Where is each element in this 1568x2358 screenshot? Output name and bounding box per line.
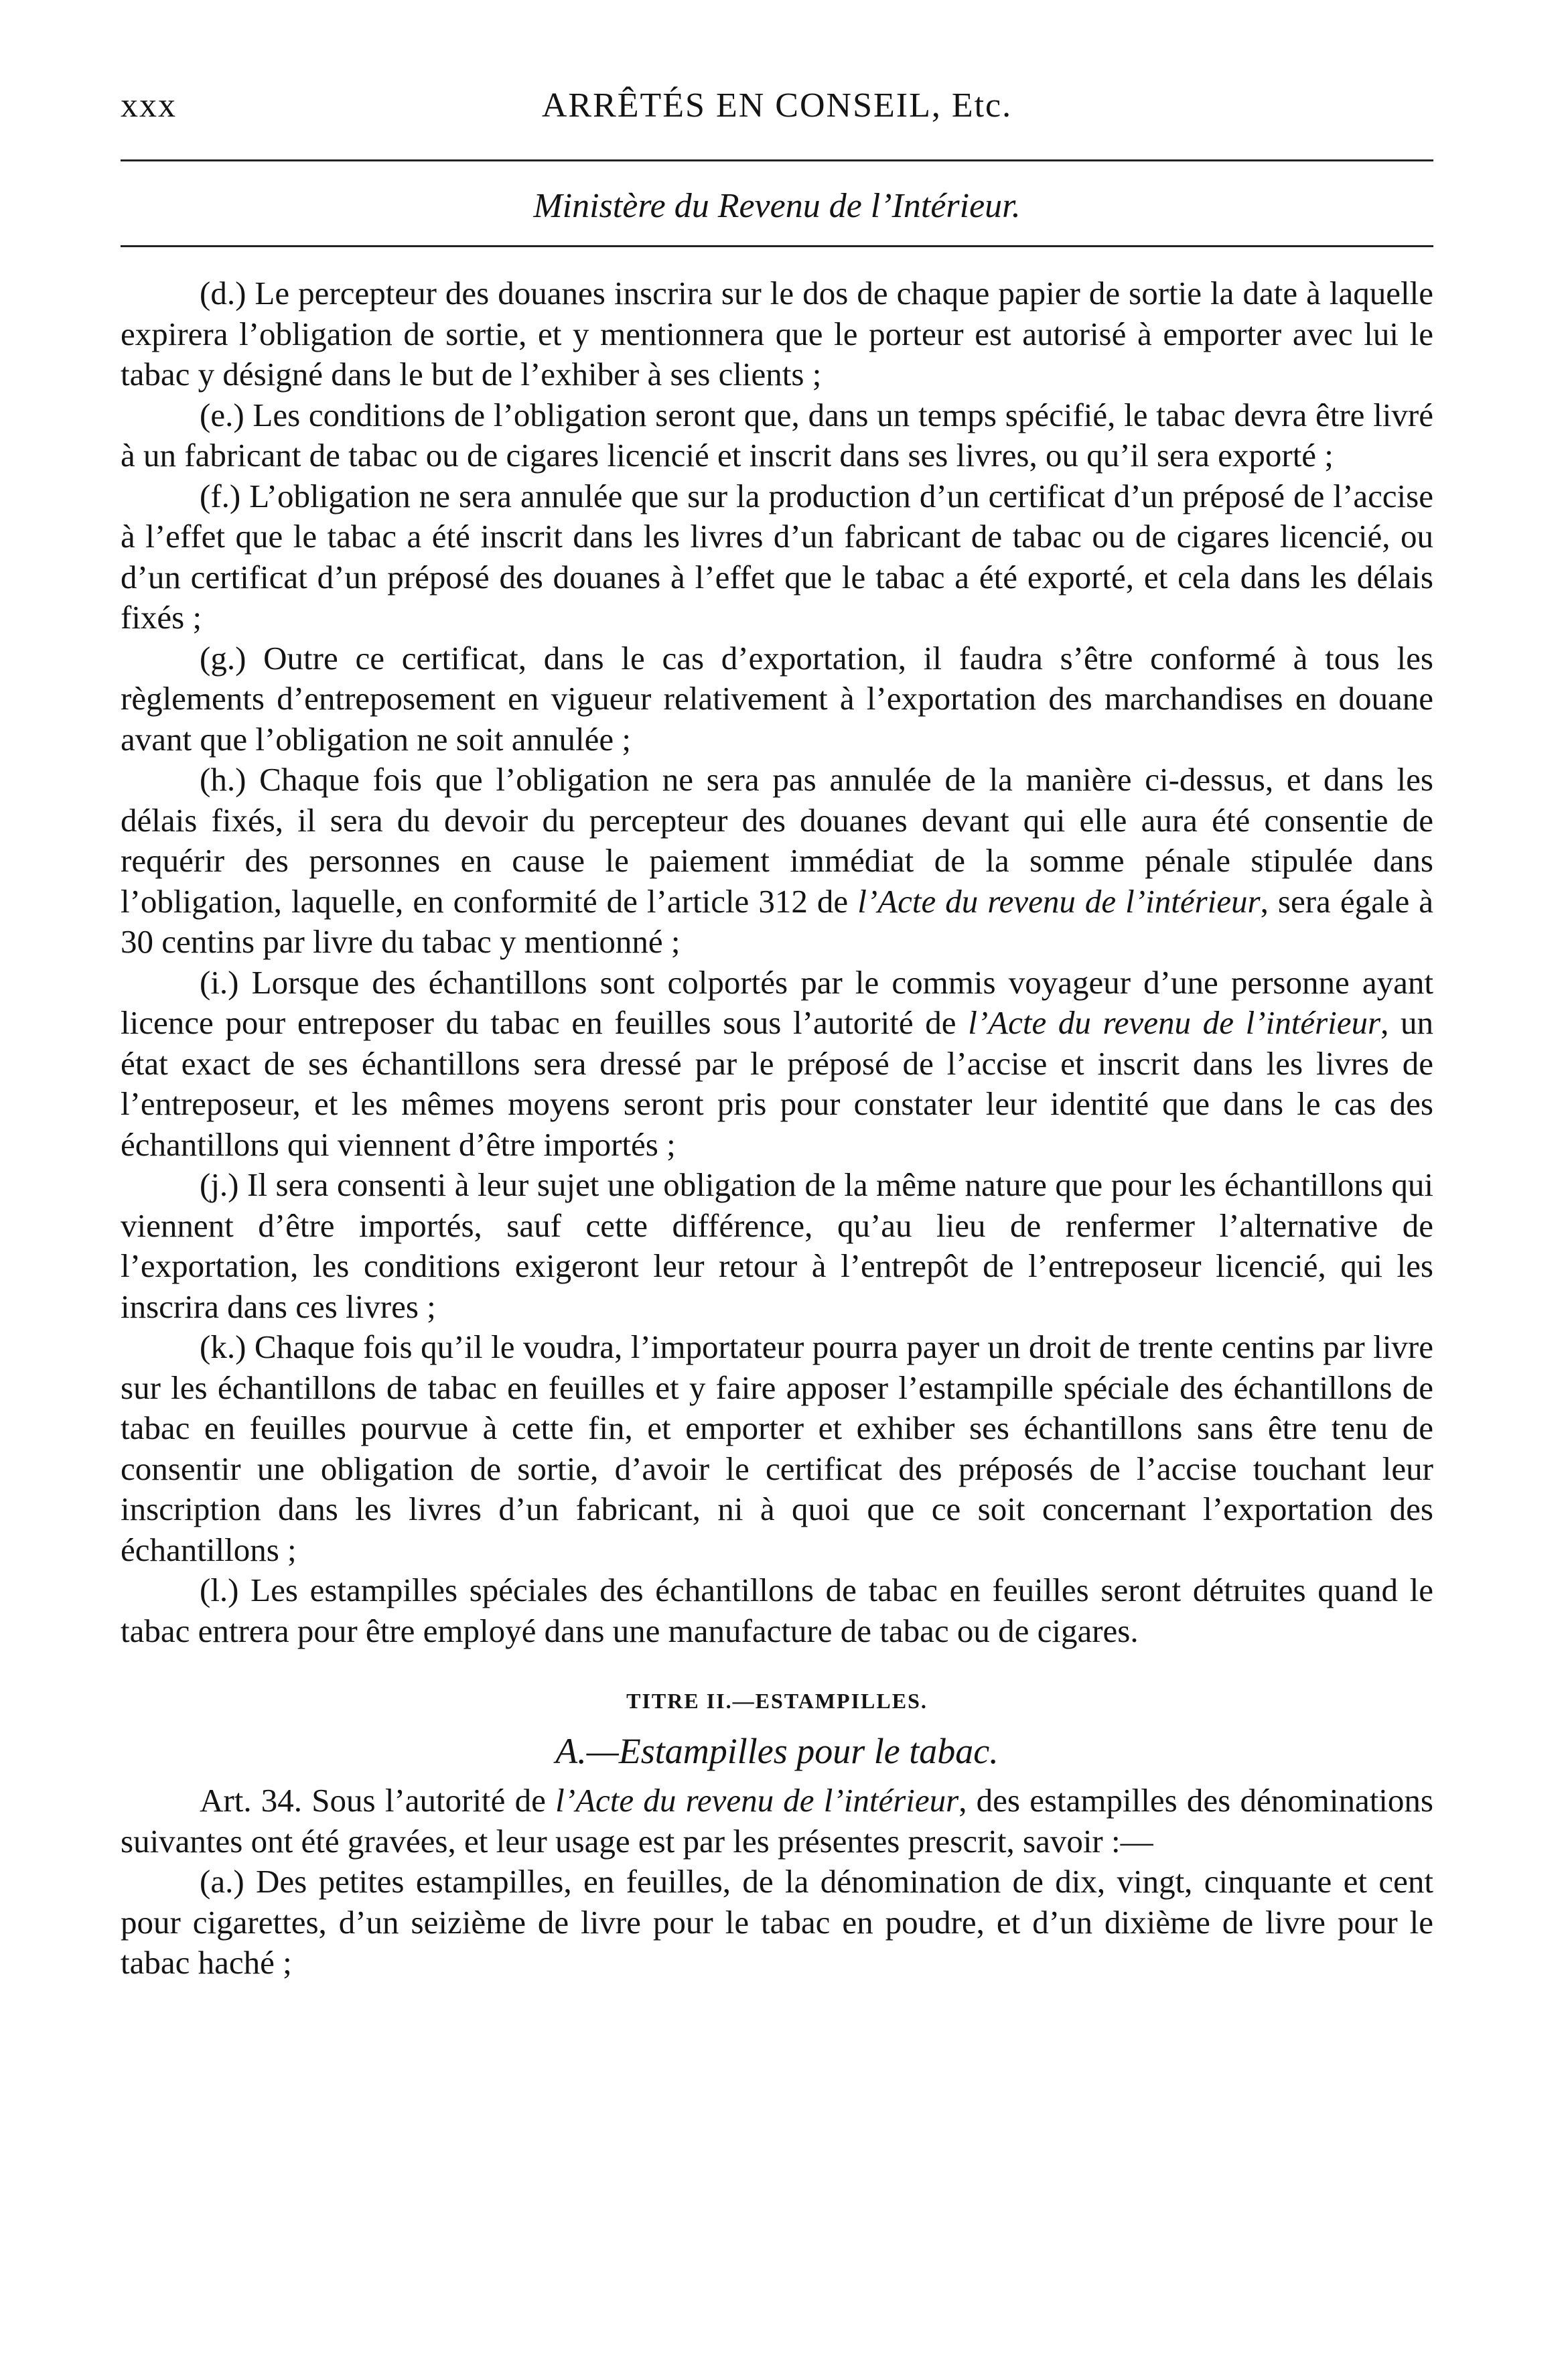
clause-text: , un état exact de ses échantillons sera dressé par le préposé de l’accise et inscrit dans les livres de l’entreposeur, et les mêmes moyens seront pris pour constater leur identité que dans le cas des échantillons qui viennent d’être importés ; xyxy=(121,1004,1434,1163)
clause-label: (a.) xyxy=(200,1863,244,1900)
act-reference: l’Acte du revenu de l’intérieur xyxy=(968,1004,1381,1041)
clause-f xyxy=(121,476,1433,638)
page-number: xxx xyxy=(121,86,177,125)
clause-text: L’obligation ne sera annulée que sur la production d’un certificat d’un préposé de l’accise à l’effet que le tabac a été inscrit dans les livres d’un fabricant de tabac ou de cigares licencié, ou d’un certificat d’un préposé des douanes à l’effet que le tabac a été exporté, et cela dans les délais fixés ; xyxy=(121,477,1433,636)
header-rule-top xyxy=(121,159,1433,161)
clause-text: Les estampilles spéciales des échantillons de tabac en feuilles seront détruites quand le tabac entrera pour être employé dans une manufacture de tabac ou de cigares. xyxy=(121,1572,1433,1649)
clause-e xyxy=(121,395,1433,476)
clause-text: Des petites estampilles, en feuilles, de la dénomination de dix, vingt, cinquante et cent pour cigarettes, d’un seizième de livre pour le tabac en poudre, et d’un dixième de livre pour le tabac haché ; xyxy=(121,1863,1433,1981)
clause-text: Chaque fois que l’obligation ne sera pas annulée de la manière ci-dessus, et dans les délais fixés, il sera du devoir du percepteur des douanes devant qui elle aura été consentie de requérir des personnes en cause le paiement immédiat de la somme pénale stipulée dans l’obligation, laquelle, en conformité de l’article 312 de xyxy=(121,761,1433,920)
clause-h xyxy=(121,760,1433,963)
clause-text: Le percepteur des douanes inscrira sur le dos de chaque papier de sortie la date à laquelle expirera l’obligation de sortie, et y mentionnera que le porteur est autorisé à emporter avec lui le tabac y désigné dans le but de l’exhiber à ses clients ; xyxy=(121,275,1433,393)
clause-g xyxy=(121,638,1433,760)
clause-a xyxy=(121,1862,1433,1984)
act-reference: l’Acte du revenu de l’intérieur xyxy=(555,1782,959,1819)
clause-text: Outre ce certificat, dans le cas d’exportation, il faudra s’être conformé à tous les règlements d’entreposement en vigueur relativement à l’exportation des marchandises en douane avant que l’obligation ne soit annulée ; xyxy=(121,639,1433,758)
section-subheading: A.—Estampilles pour le tabac. xyxy=(555,1730,999,1771)
clause-text: Chaque fois qu’il le voudra, l’importateur pourra payer un droit de trente centins par livre sur les échantillons de tabac en feuilles et y faire apposer l’estampille spéciale des échantillons de tabac en feuilles pourvue à cette fin, et emporter et exhiber ses échantillons sans être tenu de consentir une obligation de sortie, d’avoir le certificat des préposés de l’accise touchant leur inscription dans les livres d’un fabricant, ni à quoi que ce soit concernant l’exportation des échantillons ; xyxy=(121,1328,1433,1568)
clause-text: Les conditions de l’obligation seront que, dans un temps spécifié, le tabac devra être livré à un fabricant de tabac ou de cigares licencié et inscrit dans ses livres, ou qu’il sera exporté ; xyxy=(121,396,1433,474)
running-title: ARRÊTÉS EN CONSEIL, Etc. xyxy=(541,86,1013,125)
clause-i xyxy=(121,963,1433,1166)
act-reference: l’Acte du revenu de l’intérieur xyxy=(857,882,1261,920)
running-head xyxy=(121,86,1433,139)
article-text: Art. 34. Sous l’autorité de xyxy=(200,1782,556,1819)
clause-label: (j.) xyxy=(200,1166,239,1203)
ministry-heading: Ministère du Revenu de l’Intérieur. xyxy=(533,187,1021,225)
clause-label: (f.) xyxy=(200,477,241,514)
title-heading: TITRE II.—ESTAMPILLES. xyxy=(626,1689,928,1713)
article-34 xyxy=(121,1781,1433,1862)
clause-k xyxy=(121,1327,1433,1570)
clause-text: Il sera consenti à leur sujet une obligation de la même nature que pour les échantillons qui viennent d’être importés, sauf cette différence, qu’au lieu de renfermer l’alternative de l’exportation, les conditions exigeront leur retour à l’entrepôt de l’entreposeur licencié, qui les inscrira dans ces livres ; xyxy=(121,1166,1433,1325)
clause-label: (k.) xyxy=(200,1328,246,1365)
clause-j xyxy=(121,1165,1433,1327)
header-rule-bottom xyxy=(121,245,1433,247)
clause-label: (d.) xyxy=(200,275,246,311)
clause-label: (i.) xyxy=(200,963,239,1001)
clause-l xyxy=(121,1570,1433,1651)
article-text: , des estampilles des dénominations suivantes ont été gravées, et leur usage est par les présentes prescrit, savoir :— xyxy=(121,1782,1433,1860)
body-text xyxy=(121,273,1433,1984)
clause-label: (g.) xyxy=(200,639,246,677)
clause-text: , sera égale à 30 centins par livre du tabac y mentionné ; xyxy=(121,882,1434,960)
clause-d xyxy=(121,273,1433,395)
clause-label: (l.) xyxy=(200,1572,239,1608)
clause-label: (h.) xyxy=(200,761,246,798)
clause-label: (e.) xyxy=(200,396,244,433)
clause-text: Lorsque des échantillons sont colportés par le commis voyageur d’une personne ayant licence pour entreposer du tabac en feuilles sous l’autorité de xyxy=(121,963,1433,1041)
